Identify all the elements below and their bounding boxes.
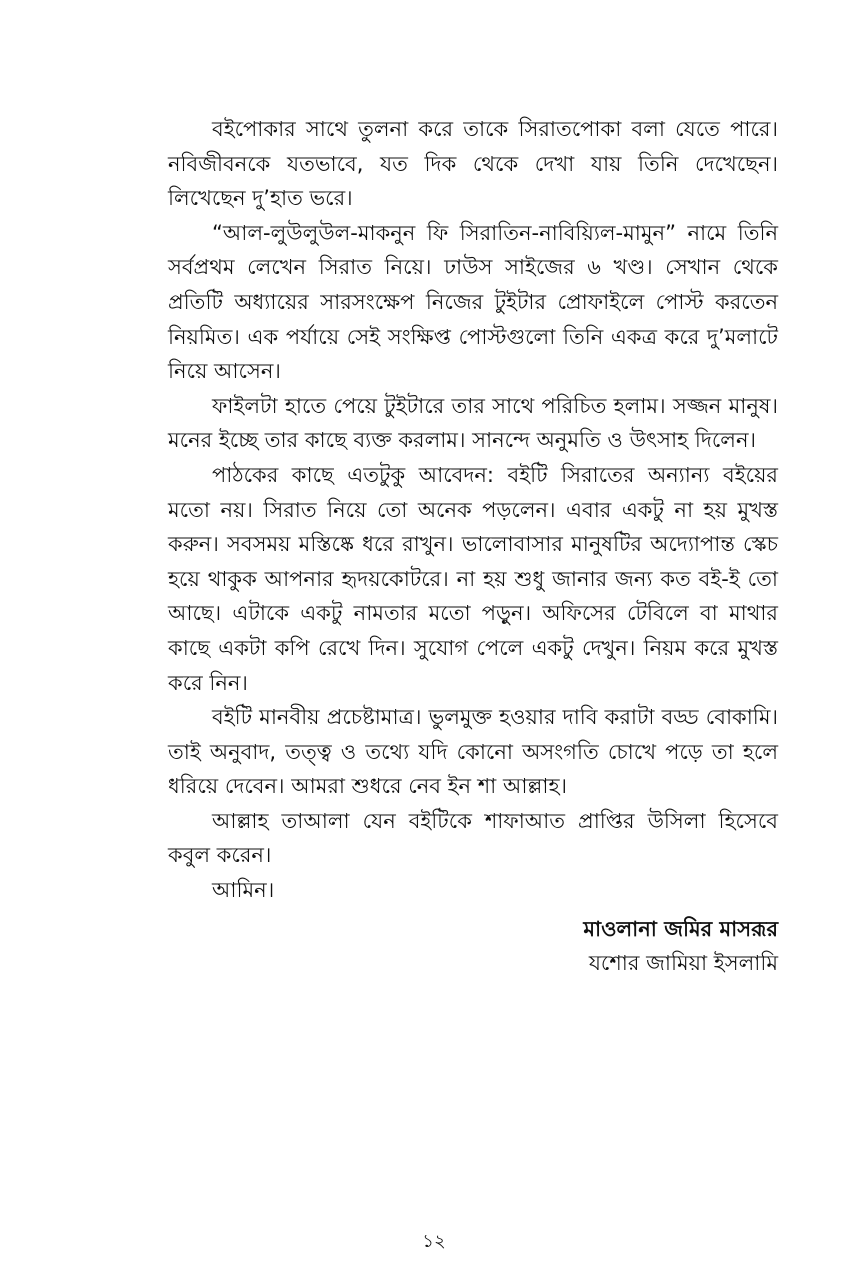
paragraph-6: আল্লাহ তাআলা যেন বইটিকে শাফাআত প্রাপ্তির উসিলা হিসেবে কবুল করেন। — [168, 808, 778, 868]
paragraph-2: “আল-লুউলুউল-মাকনুন ফি সিরাতিন-নাবিয়্যিল-মামুন” নামে তিনি সর্বপ্রথম লেখেন সিরাত নিয়ে। ঢাউস সাইজের ৬ খণ্ড। সেখান থেকে প্রতিটি অধ্যায়ের সারসংক্ষেপ নিজের টুইটার প্রোফাইলে পোস্ট করতেন নিয়মিত। এক পর্যায়ে সেই সংক্ষিপ্ত পোস্টগুলো তিনি একত্র করে দু’মলাটে নিয়ে আসেন। — [168, 220, 778, 384]
paragraph-5: বইটি মানবীয় প্রচেষ্টামাত্র। ভুলমুক্ত হওয়ার দাবি করাটা বড্ড বোকামি। তাই অনুবাদ, তত্ত্ব ও তথ্যে যদি কোনো অসংগতি চোখে পড়ে তা হলে ধরিয়ে দেবেন। আমরা শুধরে নেব ইন শা আল্লাহ। — [168, 705, 778, 799]
signature-block — [168, 912, 778, 980]
paragraph-3: ফাইলটা হাতে পেয়ে টুইটারে তার সাথে পরিচিত হলাম। সজ্জন মানুষ। মনের ইচ্ছে তার কাছে ব্যক্ত করলাম। সানন্দে অনুমতি ও উৎসাহ দিলেন। — [168, 393, 778, 453]
author-name: মাওলানা জমির মাসরূর — [583, 916, 778, 941]
paragraph-4: পাঠকের কাছে এতটুকু আবেদন: বইটি সিরাতের অন্যান্য বইয়ের মতো নয়। সিরাত নিয়ে তো অনেক পড়লেন। এবার একটু না হয় মুখস্ত করুন। সবসময় মস্তিষ্কে ধরে রাখুন। ভালোবাসার মানুষটির অদ্যোপান্ত স্কেচ হয়ে থাকুক আপনার হৃদয়কোটরে। না হয় শুধু জানার জন্য কত বই-ই তো আছে। এটাকে একটু নামতার মতো পড়ুন। অফিসের টেবিলে বা মাথার কাছে একটা কপি রেখে দিন। সুযোগ পেলে একটু দেখুন। নিয়ম করে মুখস্ত করে নিন। — [168, 462, 778, 695]
main-text — [168, 112, 778, 980]
paragraph-7: আমিন। — [212, 878, 275, 903]
page-number: ১২ — [422, 1231, 446, 1252]
paragraph-1: বইপোকার সাথে তুলনা করে তাকে সিরাতপোকা বলা যেতে পারে। নবিজীবনকে যতভাবে, যত দিক থেকে দেখা যায় তিনি দেখেছেন। লিখেছেন দু’হাত ভরে। — [168, 117, 778, 211]
author-organization: যশোর জামিয়া ইসলামি — [588, 950, 778, 975]
